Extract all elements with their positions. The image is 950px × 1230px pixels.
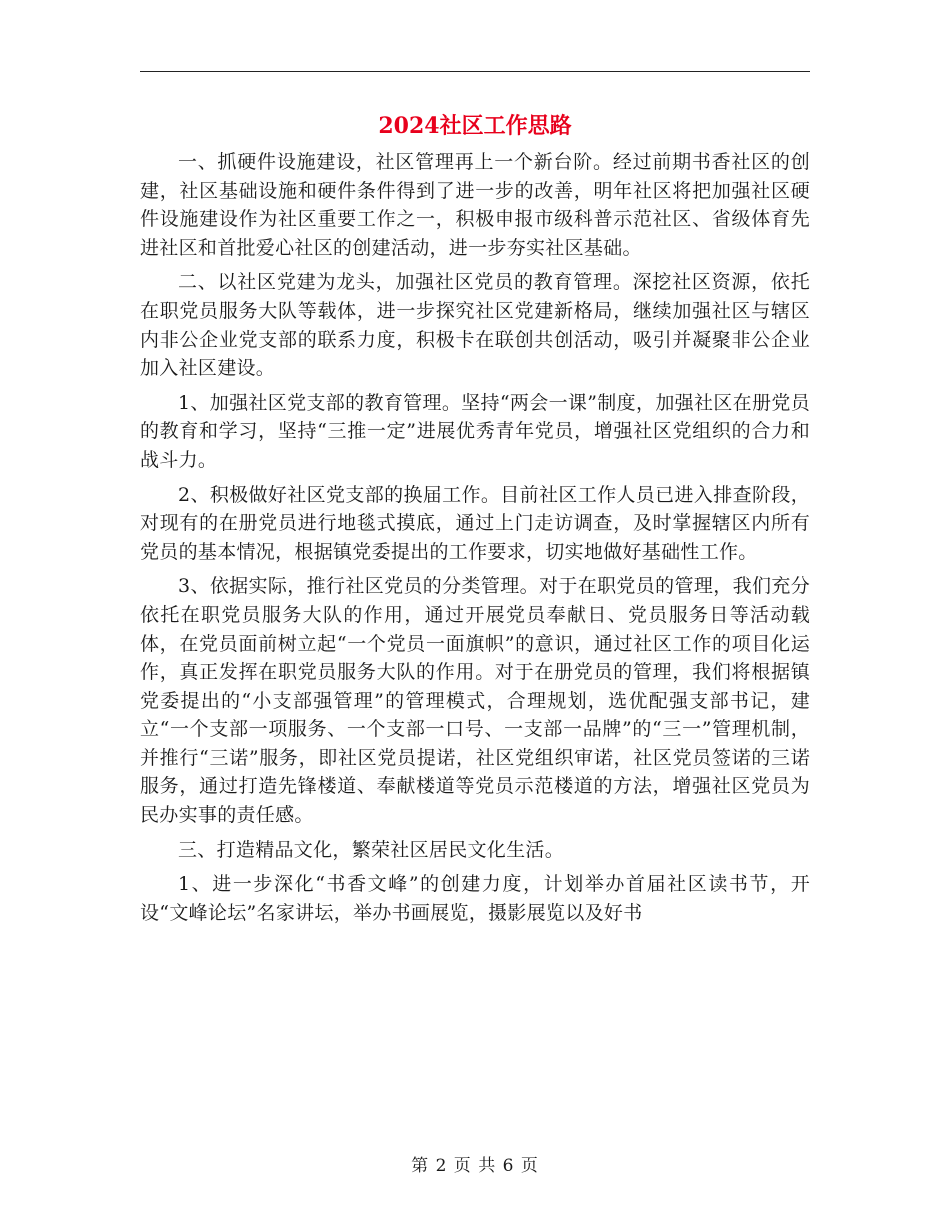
paragraph-2: 二、以社区党建为龙头，加强社区党员的教育管理。深挖社区资源，依托在职党员服务大队等载体，进一步探究社区党建新格局，继续加强社区与辖区内非公企业党支部的联系力度，积极卡在联创共创活动，吸引并凝聚非公企业加入社区建设。	[140, 271, 810, 380]
document-title: 2024社区工作思路	[378, 113, 572, 139]
paragraph-7: 1、进一步深化“书香文峰”的创建力度，计划举办首届社区读书节，开设“文峰论坛”名家讲坛，举办书画展览，摄影展览以及好书	[140, 873, 810, 924]
header-rule	[140, 71, 810, 72]
paragraph-5: 3、依据实际，推行社区党员的分类管理。对于在职党员的管理，我们充分依托在职党员服务大队的作用，通过开展党员奉献日、党员服务日等活动载体，在党员面前树立起“一个党员一面旗帜”的意识，通过社区工作的项目化运作，真正发挥在职党员服务大队的作用。对于在册党员的管理，我们将根据镇党委提出的“小支部强管理”的管理模式，合理规划，选优配强支部书记，建立“一个支部一项服务、一个支部一口号、一支部一品牌”的“三一”管理机制，并推行“三诺”服务，即社区党员提诺，社区党组织审诺，社区党员签诺的三诺服务，通过打造先锋楼道、奉献楼道等党员示范楼道的方法，增强社区党员为民办实事的责任感。	[140, 575, 810, 827]
paragraph-1: 一、抓硬件设施建设，社区管理再上一个新台阶。经过前期书香社区的创建，社区基础设施和硬件条件得到了进一步的改善，明年社区将把加强社区硬件设施建设作为社区重要工作之一，积极申报市级科普示范社区、省级体育先进社区和首批爱心社区的创建活动，进一步夯实社区基础。	[140, 151, 810, 259]
page-number-footer: 第 2 页 共 6 页	[411, 1156, 539, 1176]
paragraph-4: 2、积极做好社区党支部的换届工作。目前社区工作人员已进入排查阶段，对现有的在册党员进行地毯式摸底，通过上门走访调查，及时掌握辖区内所有党员的基本情况，根据镇党委提出的工作要求，切实地做好基础性工作。	[140, 483, 810, 563]
document-body	[140, 148, 810, 933]
paragraph-3: 1、加强社区党支部的教育管理。坚持“两会一课”制度，加强社区在册党员的教育和学习，坚持“三推一定”进展优秀青年党员，增强社区党组织的合力和战斗力。	[140, 391, 810, 471]
paragraph-6: 三、打造精品文化，繁荣社区居民文化生活。	[178, 838, 565, 861]
